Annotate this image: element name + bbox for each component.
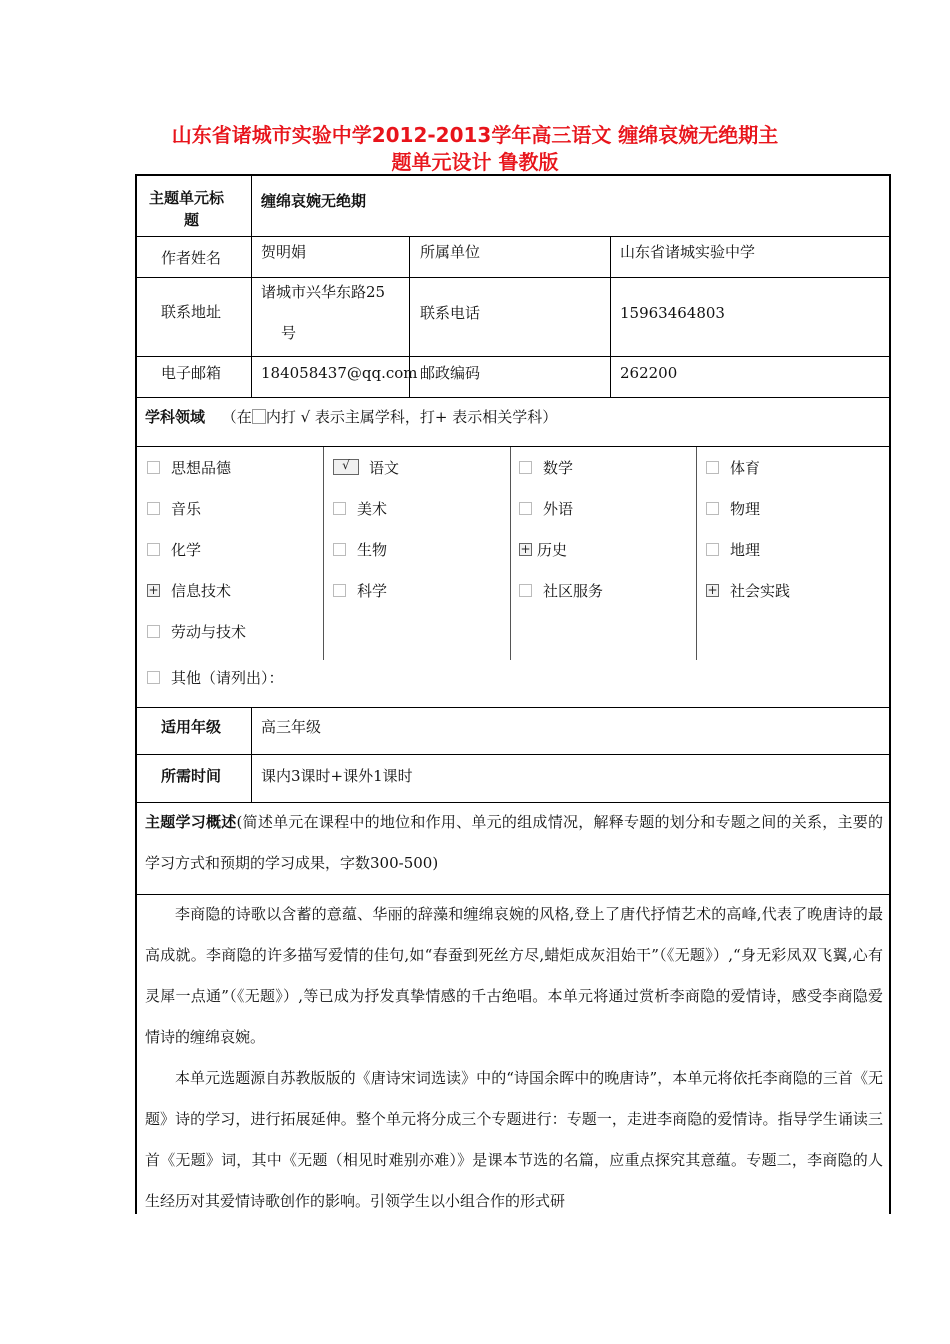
design-form-table <box>135 174 891 1214</box>
subject-label-col1-1: 音乐 <box>171 500 202 518</box>
subject-label-col4-1: 物理 <box>730 500 761 518</box>
subject-label-col2-3: 科学 <box>357 582 388 600</box>
subject-checkbox-col1-3[interactable]: + <box>148 583 159 597</box>
theme-label-line-2: 题 <box>184 211 200 229</box>
subject-note-a: （在 <box>221 408 252 426</box>
subject-checkbox-col1-1[interactable] <box>147 502 160 515</box>
time-label: 所需时间 <box>161 767 222 785</box>
subject-checkbox-col1-0[interactable] <box>147 461 160 474</box>
subject-label-col4-0: 体育 <box>730 459 761 477</box>
subject-label-col3-2: 历史 <box>537 541 568 559</box>
subject-checkbox-col4-1[interactable] <box>706 502 719 515</box>
subject-checkbox-col2-2[interactable] <box>333 543 346 556</box>
subject-checkbox-col1-4[interactable] <box>147 625 160 638</box>
other-subject-label: 其他（请列出）： <box>171 669 284 687</box>
subject-checkbox-col2-3[interactable] <box>333 584 346 597</box>
grade-value: 高三年级 <box>261 718 322 736</box>
subject-label-col3-0: 数学 <box>543 459 574 477</box>
subject-area-label: 学科领域 <box>145 408 206 426</box>
theme-value: 缠绵哀婉无绝期 <box>261 192 367 210</box>
subject-label-col1-0: 思想品德 <box>171 459 232 477</box>
subject-checkbox-col4-2[interactable] <box>706 543 719 556</box>
address-line-1: 诸城市兴华东路25 <box>261 283 386 301</box>
subject-label-col1-3: 信息技术 <box>171 582 232 600</box>
subject-area-heading <box>145 407 557 427</box>
overview-heading: 主题学习概述 <box>145 813 237 831</box>
unit-value: 山东省诸城实验中学 <box>620 243 756 261</box>
subject-label-col4-2: 地理 <box>730 541 761 559</box>
subject-checkbox-col3-3[interactable] <box>519 584 532 597</box>
address-label: 联系地址 <box>161 303 222 321</box>
theme-label-line-1: 主题单元标 <box>149 189 225 207</box>
document-title <box>0 122 950 176</box>
subject-checkbox-col2-1[interactable] <box>333 502 346 515</box>
postcode-label: 邮政编码 <box>420 364 481 382</box>
subject-label-col1-4: 劳动与技术 <box>171 623 247 641</box>
email-value: 184058437@qq.com <box>261 364 418 382</box>
subject-note-b: 内打 √ 表示主属学科，打+ 表示相关学科） <box>265 408 558 426</box>
title-line-2: 题单元设计 鲁教版 <box>391 150 559 174</box>
subject-label-col2-2: 生物 <box>357 541 388 559</box>
subject-checkbox-col4-0[interactable] <box>706 461 719 474</box>
subject-checkbox-col3-2[interactable]: + <box>520 542 531 556</box>
subject-label-col2-0: 语文 <box>369 459 400 477</box>
overview-body <box>145 894 883 1214</box>
subject-checkbox-col3-1[interactable] <box>519 502 532 515</box>
overview-instruction <box>145 802 883 884</box>
subject-checkbox-col4-3[interactable]: + <box>707 583 718 597</box>
unit-label: 所属单位 <box>420 243 481 261</box>
subject-label-col1-2: 化学 <box>171 541 202 559</box>
phone-value: 15963464803 <box>620 304 725 322</box>
subject-checkbox-col3-0[interactable] <box>519 461 532 474</box>
author-label: 作者姓名 <box>161 249 222 267</box>
subject-checkbox-col1-2[interactable] <box>147 543 160 556</box>
grade-label: 适用年级 <box>161 718 222 736</box>
checkbox-sample-icon <box>252 409 266 424</box>
other-subject-checkbox[interactable] <box>147 671 160 684</box>
author-value: 贺明娟 <box>261 243 307 261</box>
subject-label-col3-1: 外语 <box>543 500 574 518</box>
time-value: 课内3课时+课外1课时 <box>261 767 413 785</box>
title-line-1: 山东省诸城市实验中学2012-2013学年高三语文 缠绵哀婉无绝期主 <box>171 123 779 147</box>
overview-description: (简述单元在课程中的地位和作用、单元的组成情况，解释专题的划分和专题之间的关系，主要的学习方式和预期的学习成果，字数300-500) <box>145 813 883 872</box>
address-line-2: 号 <box>281 324 297 342</box>
subject-label-col2-1: 美术 <box>357 500 388 518</box>
body-paragraph-2: 本单元选题源自苏教版版的《唐诗宋词选读》中的“诗国余晖中的晚唐诗”，本单元将依托李商隐的三首《无题》诗的学习，进行拓展延伸。整个单元将分成三个专题进行：专题一，走进李商隐的爱情诗。指导学生诵读三首《无题》词，其中《无题（相见时难别亦难）》是课本节选的名篇，应重点探究其意蕴。专题二，李商隐的人生经历对其爱情诗歌创作的影响。引领学生以小组合作的形式研 <box>145 1069 883 1210</box>
postcode-value: 262200 <box>620 364 678 382</box>
subject-checkbox-col2-0[interactable]: √ <box>333 459 359 475</box>
subject-label-col3-3: 社区服务 <box>543 582 604 600</box>
email-label: 电子邮箱 <box>161 364 222 382</box>
body-paragraph-1: 李商隐的诗歌以含蓄的意蕴、华丽的辞藻和缠绵哀婉的风格,登上了唐代抒情艺术的高峰,代表了晚唐诗的最高成就。李商隐的许多描写爱情的佳句,如“春蚕到死丝方尽,蜡炬成灰泪始干”（《无题》）,“身无彩凤双飞翼,心有灵犀一点通”（《无题》）,等已成为抒发真挚情感的千古绝唱。本单元将通过赏析李商隐的爱情诗，感受李商隐爱情诗的缠绵哀婉。 <box>145 905 883 1046</box>
phone-label: 联系电话 <box>420 304 481 322</box>
subject-label-col4-3: 社会实践 <box>730 582 791 600</box>
